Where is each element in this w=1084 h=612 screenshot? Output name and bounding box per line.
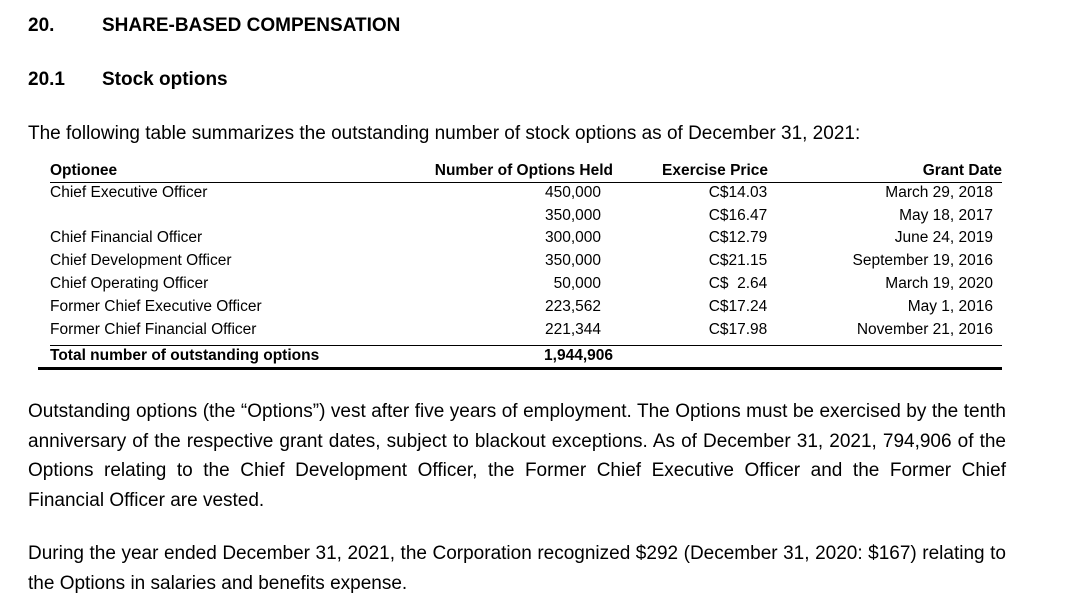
row-grant: November 21, 2016 — [856, 321, 993, 338]
header-price: Exercise Price — [661, 162, 768, 179]
total-options: 1,944,906 — [544, 347, 613, 364]
header-options: Number of Options Held — [434, 162, 613, 179]
table-row — [38, 207, 1002, 230]
subsection-number: 20.1 — [28, 69, 65, 90]
section-heading — [28, 15, 401, 37]
row-grant: May 18, 2017 — [899, 206, 993, 224]
row-price: C$16.47 — [708, 206, 768, 224]
row-grant: June 24, 2019 — [894, 229, 993, 246]
table-total-row — [50, 345, 1002, 368]
row-price: C$17.98 — [708, 321, 768, 338]
intro-text: The following table summarizes the outstanding number of stock options as of December 31, 2021: — [28, 123, 861, 144]
row-options: 350,000 — [544, 252, 601, 269]
table-row — [38, 275, 1002, 298]
section-number: 20. — [28, 15, 55, 36]
row-options: 50,000 — [553, 275, 601, 292]
row-options: 221,344 — [544, 321, 601, 338]
row-optionee: Chief Financial Officer — [50, 229, 203, 246]
row-grant: March 19, 2020 — [885, 275, 993, 292]
row-grant: May 1, 2016 — [907, 298, 993, 315]
row-optionee: Chief Executive Officer — [50, 184, 208, 201]
row-optionee: Chief Development Officer — [50, 252, 232, 269]
row-options: 300,000 — [544, 229, 601, 246]
header-grant: Grant Date — [922, 162, 1002, 179]
row-price: C$12.79 — [708, 229, 768, 246]
subsection-title: Stock options — [102, 69, 228, 90]
table-bottom-rule — [38, 367, 1002, 370]
subsection-heading — [28, 69, 228, 91]
row-optionee: Former Chief Executive Officer — [50, 298, 262, 315]
row-optionee: Chief Operating Officer — [50, 275, 209, 292]
table-row — [38, 298, 1002, 321]
table-row — [38, 184, 1002, 207]
row-grant: March 29, 2018 — [885, 184, 993, 201]
table-row — [38, 229, 1002, 252]
row-price: C$21.15 — [708, 252, 768, 269]
row-grant: September 19, 2016 — [852, 252, 993, 269]
row-price: C$ 2.64 — [708, 275, 768, 292]
table-row — [38, 252, 1002, 275]
row-options: 450,000 — [544, 184, 601, 201]
table-header — [50, 160, 1002, 183]
row-optionee: Former Chief Financial Officer — [50, 321, 257, 338]
header-optionee: Optionee — [50, 162, 118, 179]
vesting-paragraph: Outstanding options (the “Options”) vest after five years of employment. The Options must be exercised by the tenth anniversary of the respective grant dates, subject to blackout exceptions. As of December 31, 2021, 794,906 of the Options relating to the Chief Development Officer, the Former Chief Executive Officer and the Former Chief Financial Officer are vested. — [28, 401, 1006, 511]
total-label: Total number of outstanding options — [50, 347, 320, 364]
stock-options-table — [38, 160, 1002, 371]
section-title: SHARE-BASED COMPENSATION — [102, 15, 401, 36]
row-price: C$14.03 — [708, 184, 768, 201]
table-row — [38, 321, 1002, 344]
row-options: 350,000 — [544, 206, 601, 224]
row-price: C$17.24 — [708, 298, 768, 315]
expense-paragraph: During the year ended December 31, 2021, the Corporation recognized $292 (December 31, 2020: $167) relating to the Options in salaries and benefits expense. — [28, 543, 1006, 594]
row-options: 223,562 — [544, 298, 601, 315]
